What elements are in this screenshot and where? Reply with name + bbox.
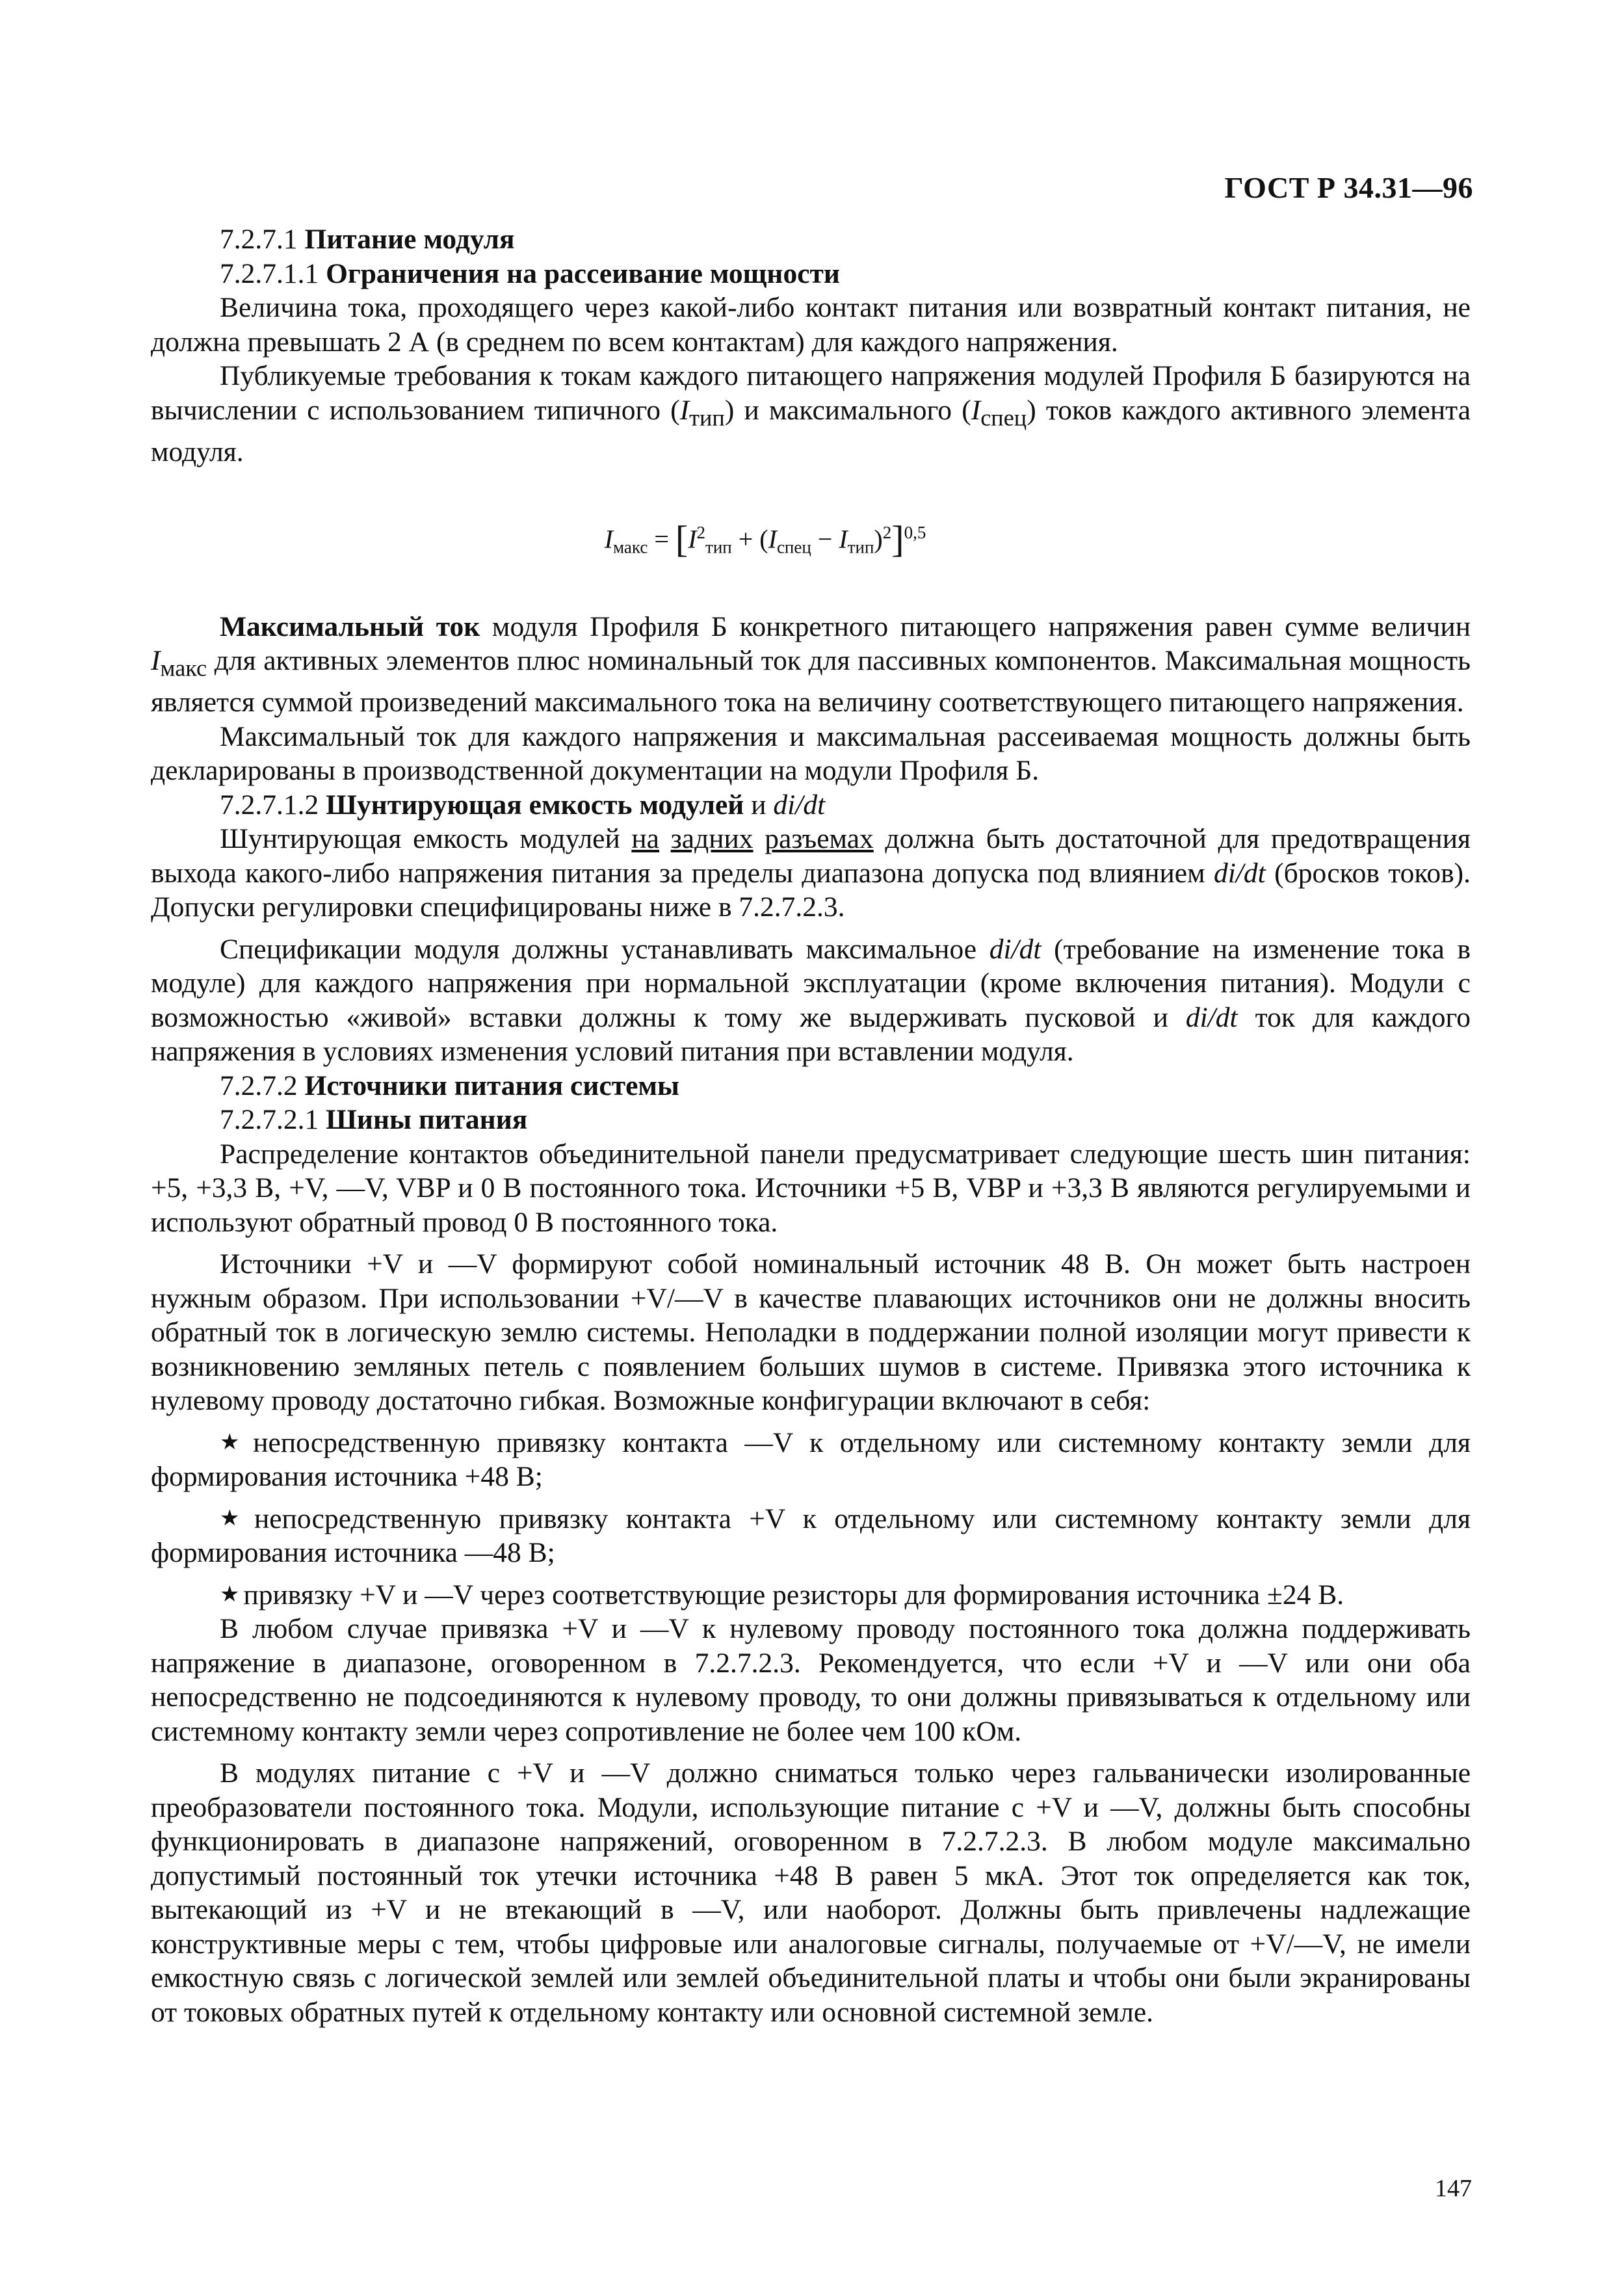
star-bullet-icon: ★	[220, 1582, 240, 1607]
paragraph: Публикуемые требования к токам каждого питающего напряжения модулей Профиля Б базируются на вычислении с использованием типичного $(I_{тип})$ и максимального $(I_{спец})$ токов каждого активного элемента модуля.	[151, 360, 1471, 467]
section-number: 7.2.7.2	[220, 1070, 298, 1101]
page-number: 147	[1435, 2175, 1472, 2202]
section-heading-7271	[151, 222, 1471, 257]
paragraph: Источники +V и —V формируют собой номинальный источник 48 В. Он может быть настроен нужным образом. При использовании +V/—V в качестве плавающих источников они не должны вносить обратный ток в логическую землю системы. Неполадки в поддержании полной изоляции могут привести к возникновению земляных петель с появлением больших шумов в системе. Привязка этого источника к нулевому проводу достаточно гибкая. Возможные конфигурации включают в себя:	[151, 1248, 1471, 1417]
formula-max-current: $I_{макс} = [I^2_{тип} + (I_{спец} - I_{тип})^2]^{0,5}$	[604, 518, 926, 560]
paragraph: Шунтирующая емкость модулей на задних разъемах должна быть достаточной для предотвращения выхода какого-либо напряжения питания за пределы диапазона допуска под влиянием di/dt (бросков токов). Допуски регулировки специфицированы ниже в 7.2.7.2.3.	[151, 823, 1471, 923]
section-title: Шины питания	[326, 1104, 528, 1136]
list-item: ★ привязку +V и —V через соответствующие резисторы для формирования источника ±24 В.	[220, 1579, 1344, 1611]
doc-code-header: ГОСТ Р 34.31—96	[1224, 171, 1473, 204]
section-heading-72712: 7.2.7.1.2 Шунтирующая емкость модулей и di/dt	[220, 789, 826, 821]
paragraph: В любом случае привязка +V и —V к нулевому проводу постоянного тока должна поддерживать напряжение в диапазоне, оговоренном в 7.2.7.2.3. Рекомендуется, что если +V и —V или они оба непосредственно не подсоединяются к нулевому проводу, то они должны привязываться к отдельному или системному контакту земли через сопротивление не более чем 100 кОм.	[151, 1613, 1471, 1747]
paragraph: Максимальный ток для каждого напряжения и максимальная рассеиваемая мощность должны быть декларированы в производственной документации на модули Профиля Б.	[151, 720, 1471, 787]
star-bullet-icon: ★	[220, 1506, 250, 1531]
paragraph: Распределение контактов объединительной панели предусматривает следующие шесть шин питания: +5, +3,3 В, +V, —V, VBP и 0 В постоянного тока. Источники +5 В, VBP и +3,3 В являются регулируемыми и используют обратный провод 0 В постоянного тока.	[151, 1138, 1471, 1238]
section-heading-7272	[151, 1069, 1471, 1103]
section-number: 7.2.7.1	[220, 224, 298, 255]
paragraph: Величина тока, проходящего через какой-либо контакт питания или возвратный контакт питания, не должна превышать 2 А (в среднем по всем контактам) для каждого напряжения.	[151, 292, 1471, 358]
section-number: 7.2.7.1.1	[220, 257, 319, 289]
paragraph: В модулях питание с +V и —V должно сниматься только через гальванически изолированные преобразователи постоянного тока. Модули, использующие питание с +V и —V, должны быть способны функционировать в диапазоне напряжений, оговоренном в 7.2.7.2.3. В любом модуле максимально допустимый постоянный ток утечки источника +48 В равен 5 мкА. Этот ток определяется как ток, вытекающий из +V и не втекающий в —V, или наоборот. Должны быть привлечены надлежащие конструктивные меры с тем, чтобы цифровые или аналоговые сигналы, получаемые от +V/—V, не имели емкостную связь с логической землей или землей объединительной платы и чтобы они были экранированы от токовых обратных путей к отдельному контакту или основной системной земле.	[151, 1757, 1471, 2028]
section-number: 7.2.7.2.1	[220, 1104, 319, 1136]
star-bullet-icon: ★	[220, 1430, 250, 1454]
list-item: ★ непосредственную привязку контакта +V к отдельному или системному контакту земли для формирования источника —48 В;	[151, 1503, 1471, 1569]
paragraph: Максимальный ток модуля Профиля Б конкретного питающего напряжения равен сумме величин $I_{макс}$ для активных элементов плюс номинальный ток для пассивных компонентов. Максимальная мощность является суммой произведений максимального тока на величину соответствующего питающего напряжения.	[151, 611, 1471, 718]
body-text	[151, 222, 1471, 2029]
section-title: Питание модуля	[304, 224, 515, 255]
section-title: Источники питания системы	[304, 1070, 679, 1101]
section-title: Ограничения на рассеивание мощности	[326, 257, 840, 289]
section-heading-72711	[151, 257, 1471, 291]
list-item: ★ непосредственную привязку контакта —V к отдельному или системному контакту земли для формирования источника +48 В;	[151, 1427, 1471, 1493]
section-heading-72721	[151, 1103, 1471, 1137]
section-number: 7.2.7.1.2	[220, 789, 319, 821]
section-title: Шунтирующая емкость модулей	[326, 789, 744, 821]
paragraph: Спецификации модуля должны устанавливать максимальное di/dt (требование на изменение тока в модуле) для каждого напряжения при нормальной эксплуатации (кроме включения питания). Модули с возможностью «живой» вставки должны к тому же выдерживать пусковой и di/dt ток для каждого напряжения в условиях изменения условий питания при вставлении модуля.	[151, 933, 1471, 1068]
